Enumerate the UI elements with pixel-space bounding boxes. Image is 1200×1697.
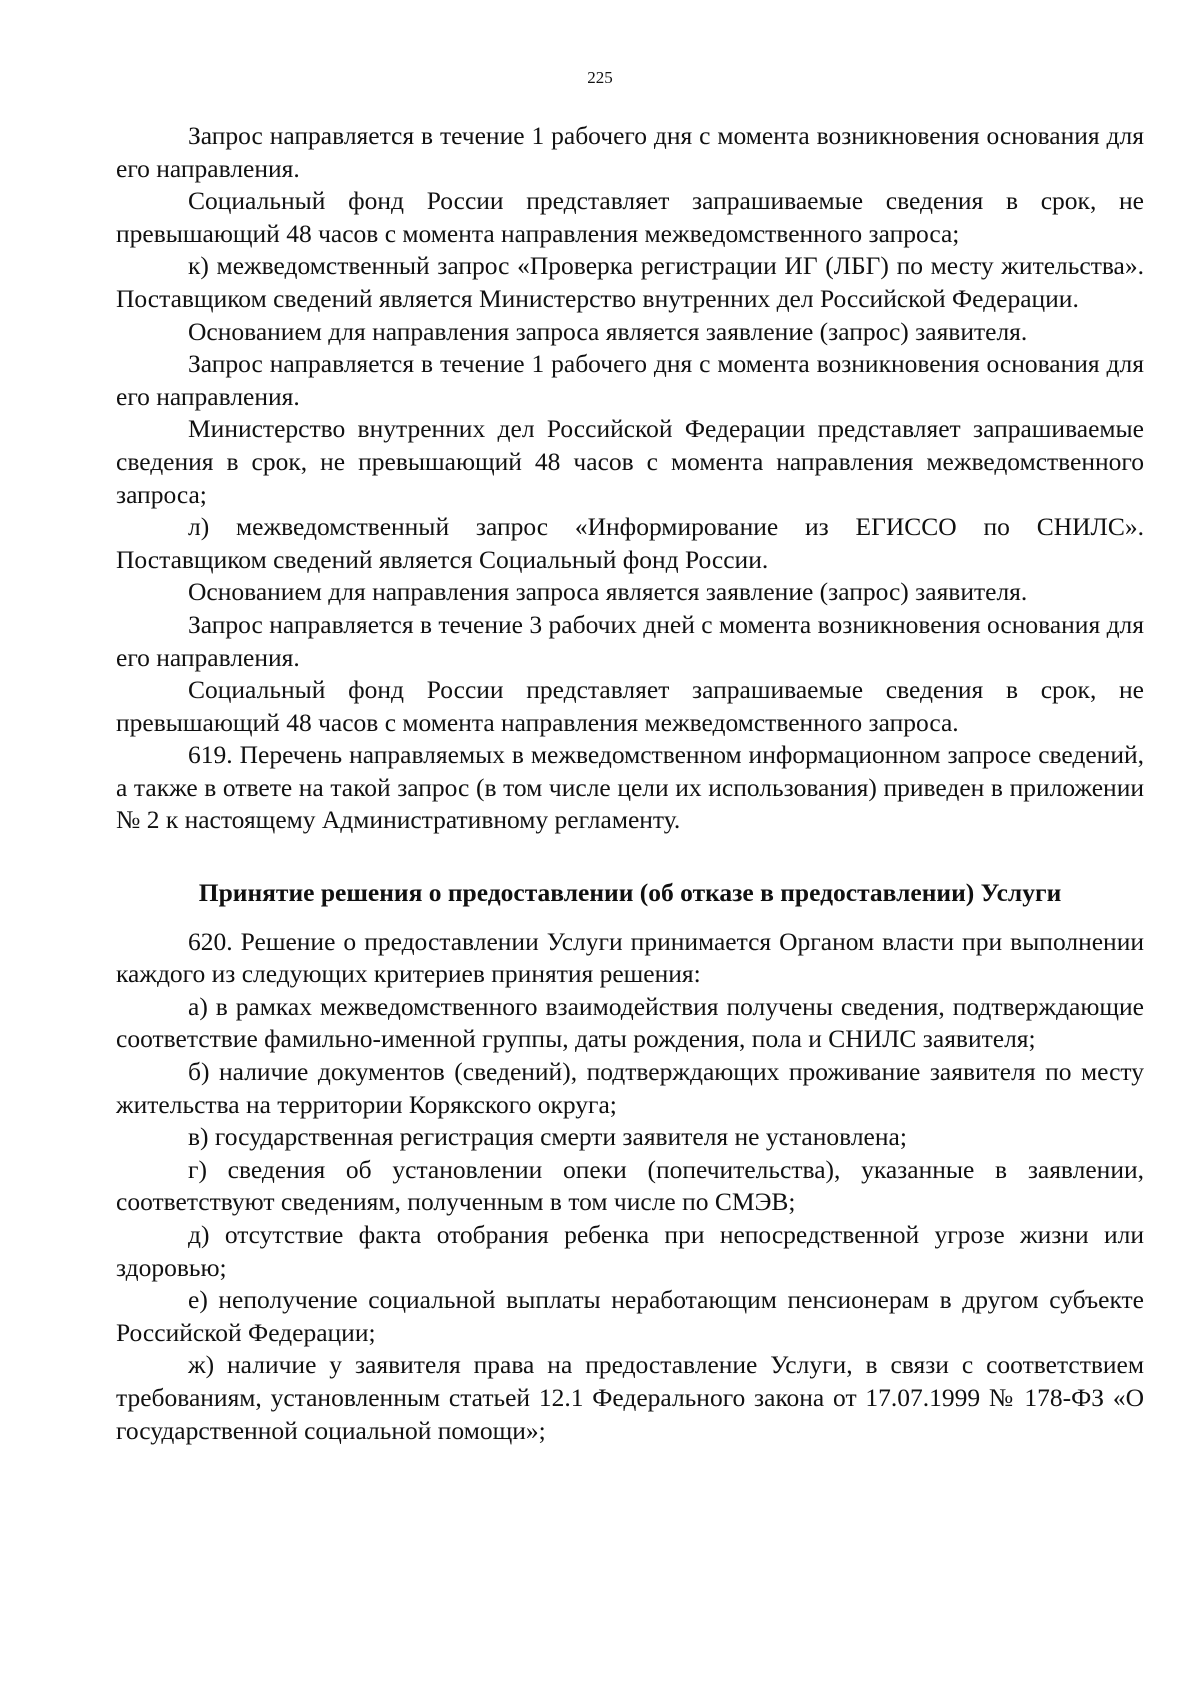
paragraph-619: 619. Перечень направляемых в межведомственном информационном запросе сведений, а также в ответе на такой запрос (в том числе цели их использования) приведен в приложении № 2 к настоящему Административному регламенту. [116, 740, 1144, 835]
paragraph-basis-1: Основанием для направления запроса является заявление (запрос) заявителя. [188, 316, 1028, 346]
criterion-g: г) сведения об установлении опеки (попечительства), указанные в заявлении, соответствуют сведениям, полученным в том числе по СМЭВ; [116, 1154, 1144, 1217]
criterion-v: в) государственная регистрация смерти заявителя не установлена; [188, 1122, 907, 1152]
paragraph-request-timing-2: Запрос направляется в течение 1 рабочего дня с момента возникновения основания для его направления. [116, 349, 1144, 411]
page-number: 225 [587, 68, 613, 87]
paragraph-sfr-response-1: Социальный фонд России представляет запрашиваемые сведения в срок, не превышающий 48 часов с момента направления межведомственного запроса; [116, 186, 1144, 248]
document-body [116, 120, 1144, 1447]
paragraph-request-timing-1: Запрос направляется в течение 1 рабочего дня с момента возникновения основания для его направления. [116, 121, 1144, 183]
criterion-e: е) неполучение социальной выплаты неработающим пенсионерам в другом субъекте Российской Федерации; [116, 1285, 1144, 1347]
paragraph-620: 620. Решение о предоставлении Услуги принимается Органом власти при выполнении каждого из следующих критериев принятия решения: [116, 926, 1144, 989]
criterion-b: б) наличие документов (сведений), подтверждающих проживание заявителя по месту жительства на территории Корякского округа; [116, 1057, 1144, 1119]
paragraph-item-k: к) межведомственный запрос «Проверка регистрации ИГ (ЛБГ) по месту жительства». Поставщиком сведений является Министерство внутренних дел Российской Федерации. [116, 251, 1144, 313]
paragraph-basis-2: Основанием для направления запроса является заявление (запрос) заявителя. [188, 577, 1028, 607]
paragraph-request-timing-3: Запрос направляется в течение 3 рабочих дней с момента возникновения основания для его направления. [116, 609, 1144, 672]
criterion-a: а) в рамках межведомственного взаимодействия получены сведения, подтверждающие соответствие фамильно-именной группы, даты рождения, пола и СНИЛС заявителя; [116, 991, 1144, 1054]
criterion-d: д) отсутствие факта отобрания ребенка при непосредственной угрозе жизни или здоровью; [116, 1220, 1144, 1282]
section-heading: Принятие решения о предоставлении (об отказе в предоставлении) Услуги [198, 878, 1062, 908]
paragraph-sfr-response-2: Социальный фонд России представляет запрашиваемые сведения в срок, не превышающий 48 часов с момента направления межведомственного запроса. [116, 675, 1144, 737]
criterion-zh: ж) наличие у заявителя права на предоставление Услуги, в связи с соответствием требованиям, установленным статьей 12.1 Федерального закона от 17.07.1999 № 178-ФЗ «О государственной социальной помощи»; [116, 1350, 1144, 1445]
paragraph-item-l: л) межведомственный запрос «Информирование из ЕГИССО по СНИЛС». Поставщиком сведений является Социальный фонд России. [116, 512, 1144, 574]
paragraph-mvd-response: Министерство внутренних дел Российской Федерации представляет запрашиваемые сведения в срок, не превышающий 48 часов с момента направления межведомственного запроса; [116, 414, 1144, 509]
